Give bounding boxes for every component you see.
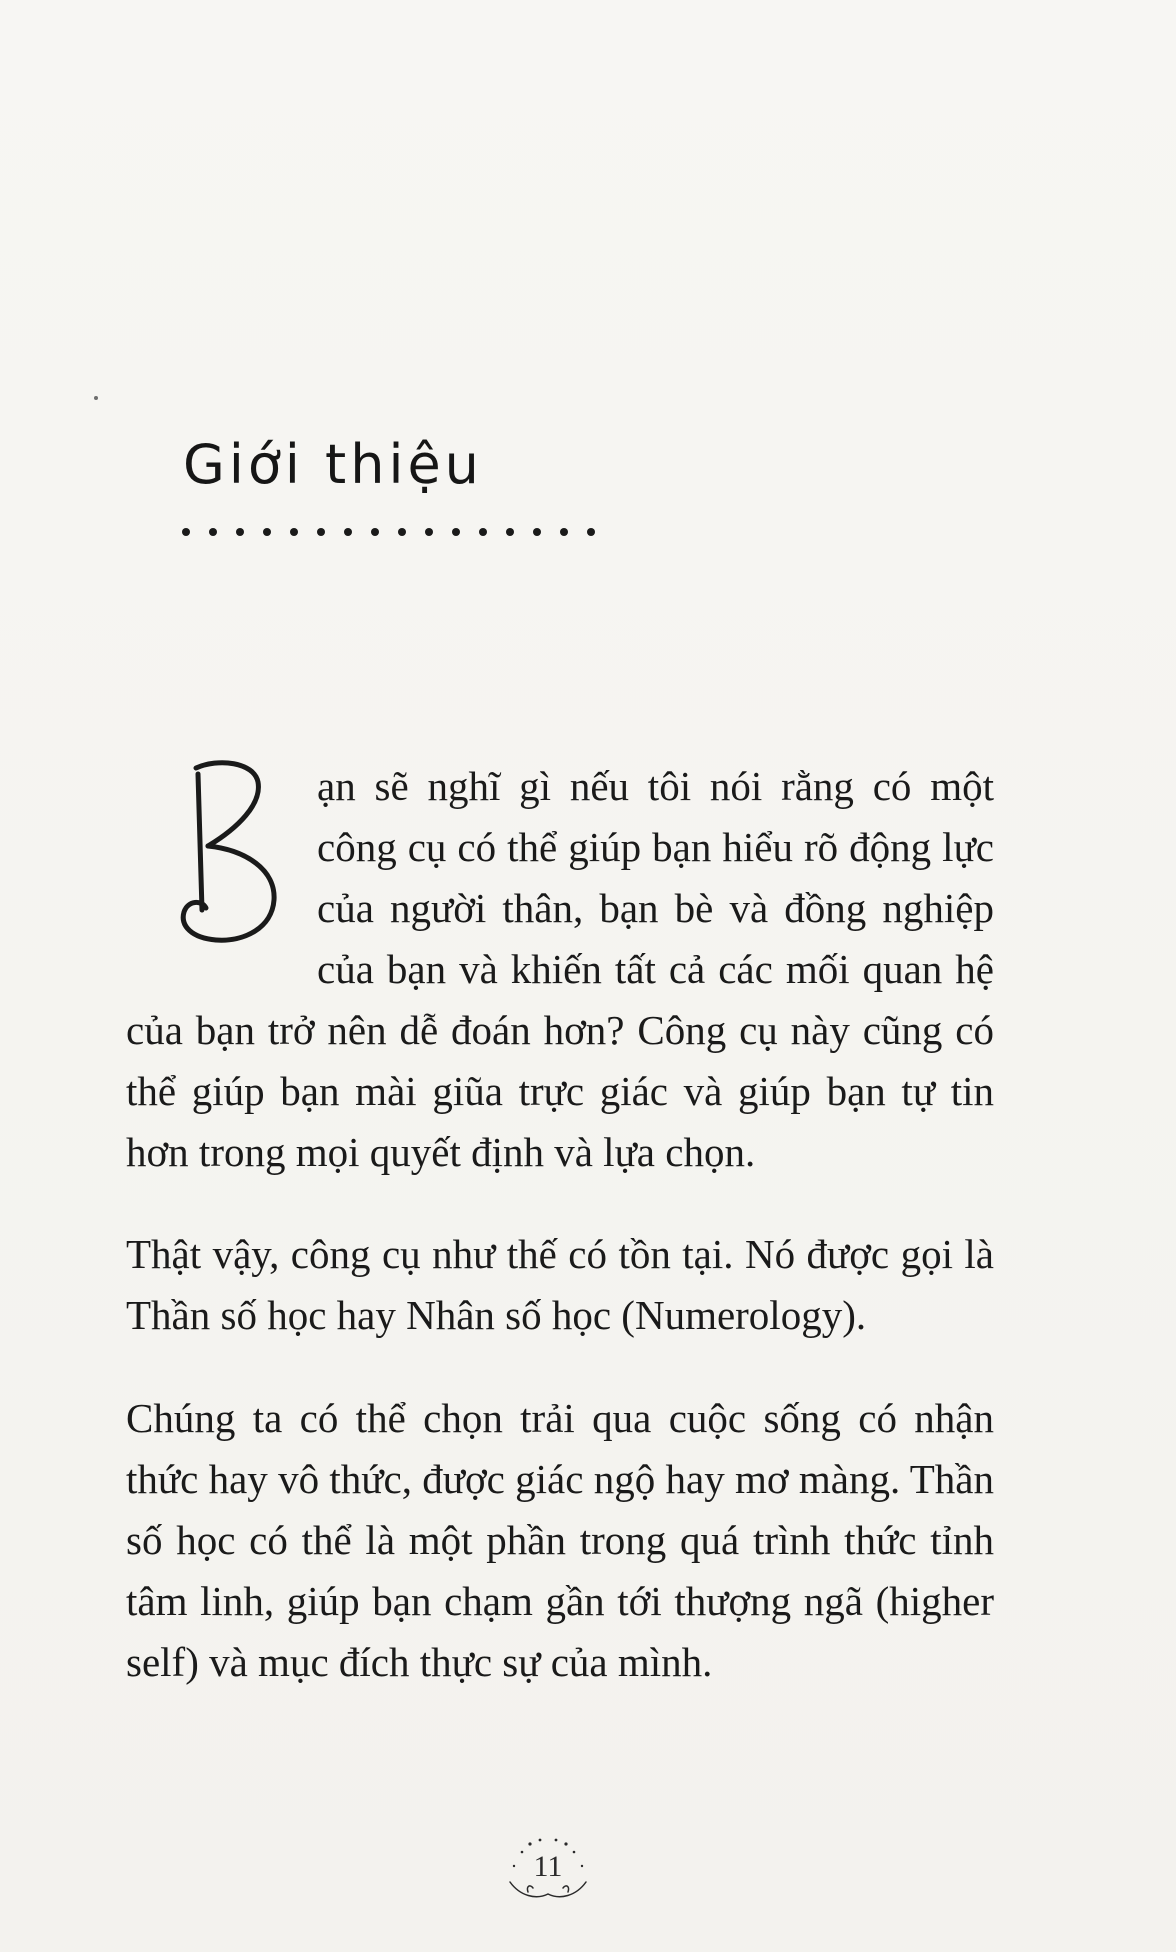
paragraph-intro-text: ạn sẽ nghĩ gì nếu tôi nói rằng có một công cụ có thể giúp bạn hiểu rõ động lực của người thân, bạn bè và đồng nghiệp của bạn và khiến tất cả các mối quan hệ của bạn trở nên dễ đoán hơn? Công cụ này cũng có thể giúp bạn mài giũa trực giác và giúp bạn tự tin hơn trong mọi quyết định và lựa chọn. xyxy=(126,763,994,1175)
page-number: 11 xyxy=(533,1850,563,1883)
title-dotted-rule xyxy=(180,524,600,540)
dropcap-b-glyph xyxy=(126,760,311,943)
paragraph-awareness: Chúng ta có thể chọn trải qua cuộc sống có nhận thức hay vô thức, được giác ngộ hay mơ màng. Thần số học có thể là một phần trong quá trình thức tỉnh tâm linh, giúp bạn chạm gần tới thượng ngã (higher self) và mục đích thực sự của mình. xyxy=(126,1395,994,1685)
paragraph-numerology: Thật vậy, công cụ như thế có tồn tại. Nó được gọi là Thần số học hay Nhân số học (Numerology). xyxy=(126,1231,994,1338)
chapter-title: Giới thiệu xyxy=(183,433,483,496)
dropcap xyxy=(126,760,311,943)
paragraph-intro xyxy=(126,756,994,1183)
print-speck xyxy=(94,396,98,400)
